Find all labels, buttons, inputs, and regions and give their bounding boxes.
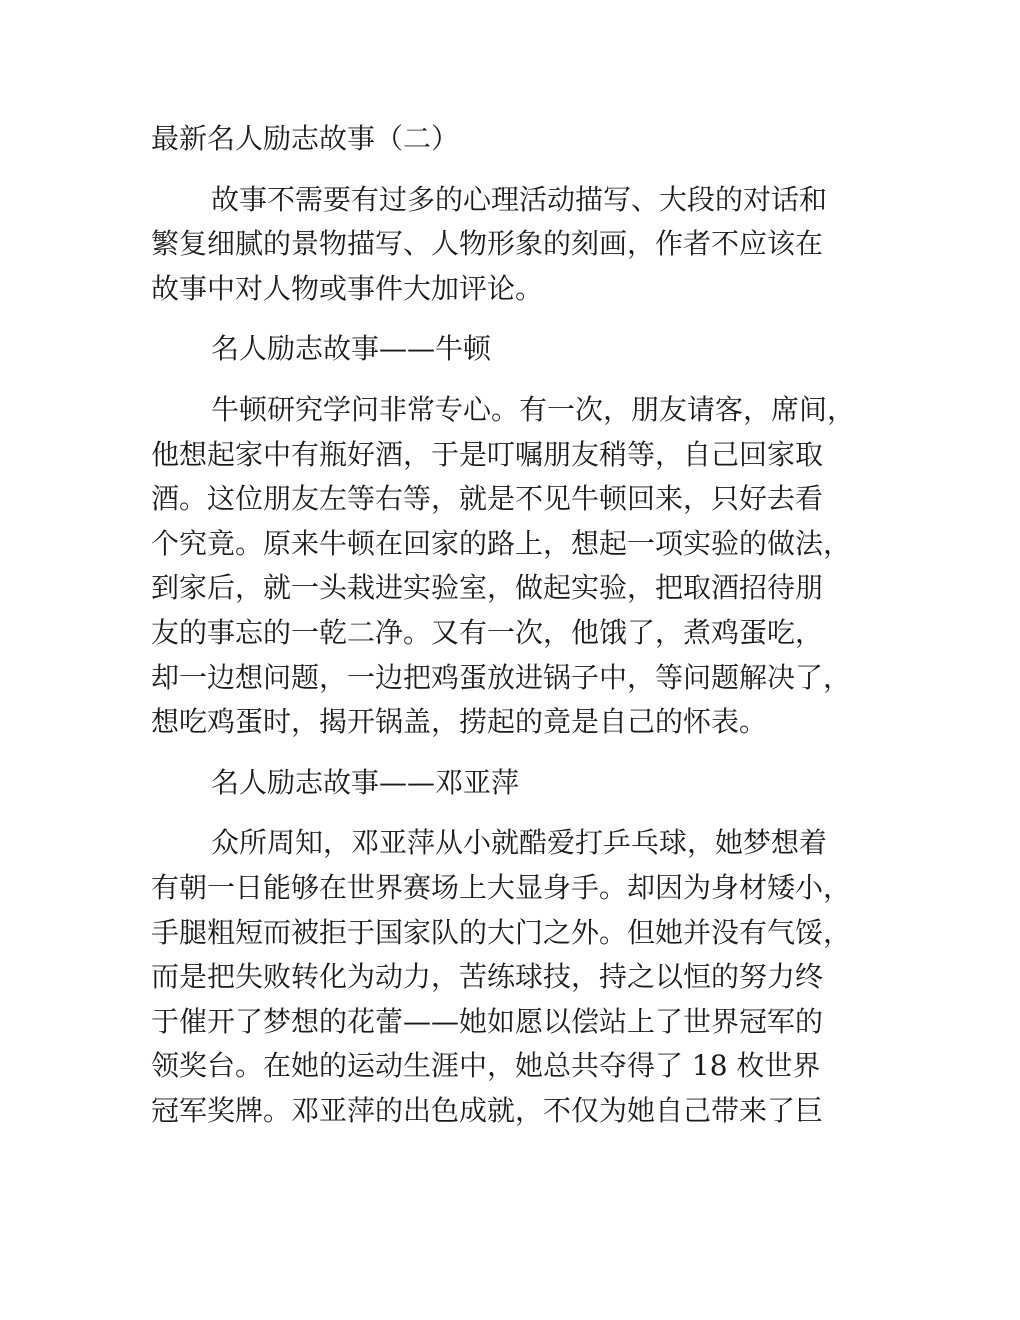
paragraph-line: 酒。这位朋友左等右等，就是不见牛顿回来，只好去看 xyxy=(151,482,824,516)
section-heading-newton: 名人励志故事——牛顿 xyxy=(211,332,492,366)
paragraph-line: 想吃鸡蛋时，揭开锅盖，捞起的竟是自己的怀表。 xyxy=(151,705,768,739)
paragraph-gap xyxy=(151,805,876,821)
paragraph-line: 冠军奖牌。邓亚萍的出色成就，不仅为她自己带来了巨 xyxy=(151,1093,824,1127)
document-body xyxy=(151,117,876,1133)
section-heading-deng-yaping: 名人励志故事——邓亚萍 xyxy=(211,765,520,799)
paragraph-line: 领奖台。在她的运动生涯中，她总共夺得了 18 枚世界 xyxy=(151,1049,821,1083)
paragraph-gap xyxy=(151,745,876,761)
paragraph-line: 众所周知，邓亚萍从小就酷爱打乒乓球，她梦想着 xyxy=(211,826,828,860)
paragraph-line: 到家后，就一头栽进实验室，做起实验，把取酒招待朋 xyxy=(151,571,824,605)
paragraph-line: 有朝一日能够在世界赛场上大显身手。却因为身材矮小， xyxy=(151,870,852,904)
paragraph-line: 他想起家中有瓶好酒，于是叮嘱朋友稍等，自己回家取 xyxy=(151,437,824,471)
paragraph-gap xyxy=(151,372,876,388)
paragraph-line: 故事不需要有过多的心理活动描写、大段的对话和 xyxy=(211,182,828,216)
paragraph-line: 牛顿研究学问非常专心。有一次，朋友请客，席间， xyxy=(211,392,856,426)
deng-yaping-paragraph xyxy=(151,821,876,1133)
paragraph-line: 于催开了梦想的花蕾——她如愿以偿站上了世界冠军的 xyxy=(151,1004,824,1038)
newton-paragraph xyxy=(151,388,876,745)
document-title: 最新名人励志故事（二） xyxy=(151,122,460,155)
intro-paragraph xyxy=(151,178,876,312)
paragraph-line: 个究竟。原来牛顿在回家的路上，想起一项实验的做法， xyxy=(151,526,852,560)
paragraph-gap xyxy=(151,162,876,178)
paragraph-line: 却一边想问题，一边把鸡蛋放进锅子中，等问题解决了， xyxy=(151,660,852,694)
paragraph-gap xyxy=(151,311,876,327)
paragraph-line: 而是把失败转化为动力，苦练球技，持之以恒的努力终 xyxy=(151,960,824,994)
paragraph-line: 繁复细腻的景物描写、人物形象的刻画，作者不应该在 xyxy=(151,227,824,261)
paragraph-line: 友的事忘的一乾二净。又有一次，他饿了，煮鸡蛋吃， xyxy=(151,615,824,649)
paragraph-line: 故事中对人物或事件大加评论。 xyxy=(151,271,544,305)
paragraph-line: 手腿粗短而被拒于国家队的大门之外。但她并没有气馁， xyxy=(151,915,852,949)
